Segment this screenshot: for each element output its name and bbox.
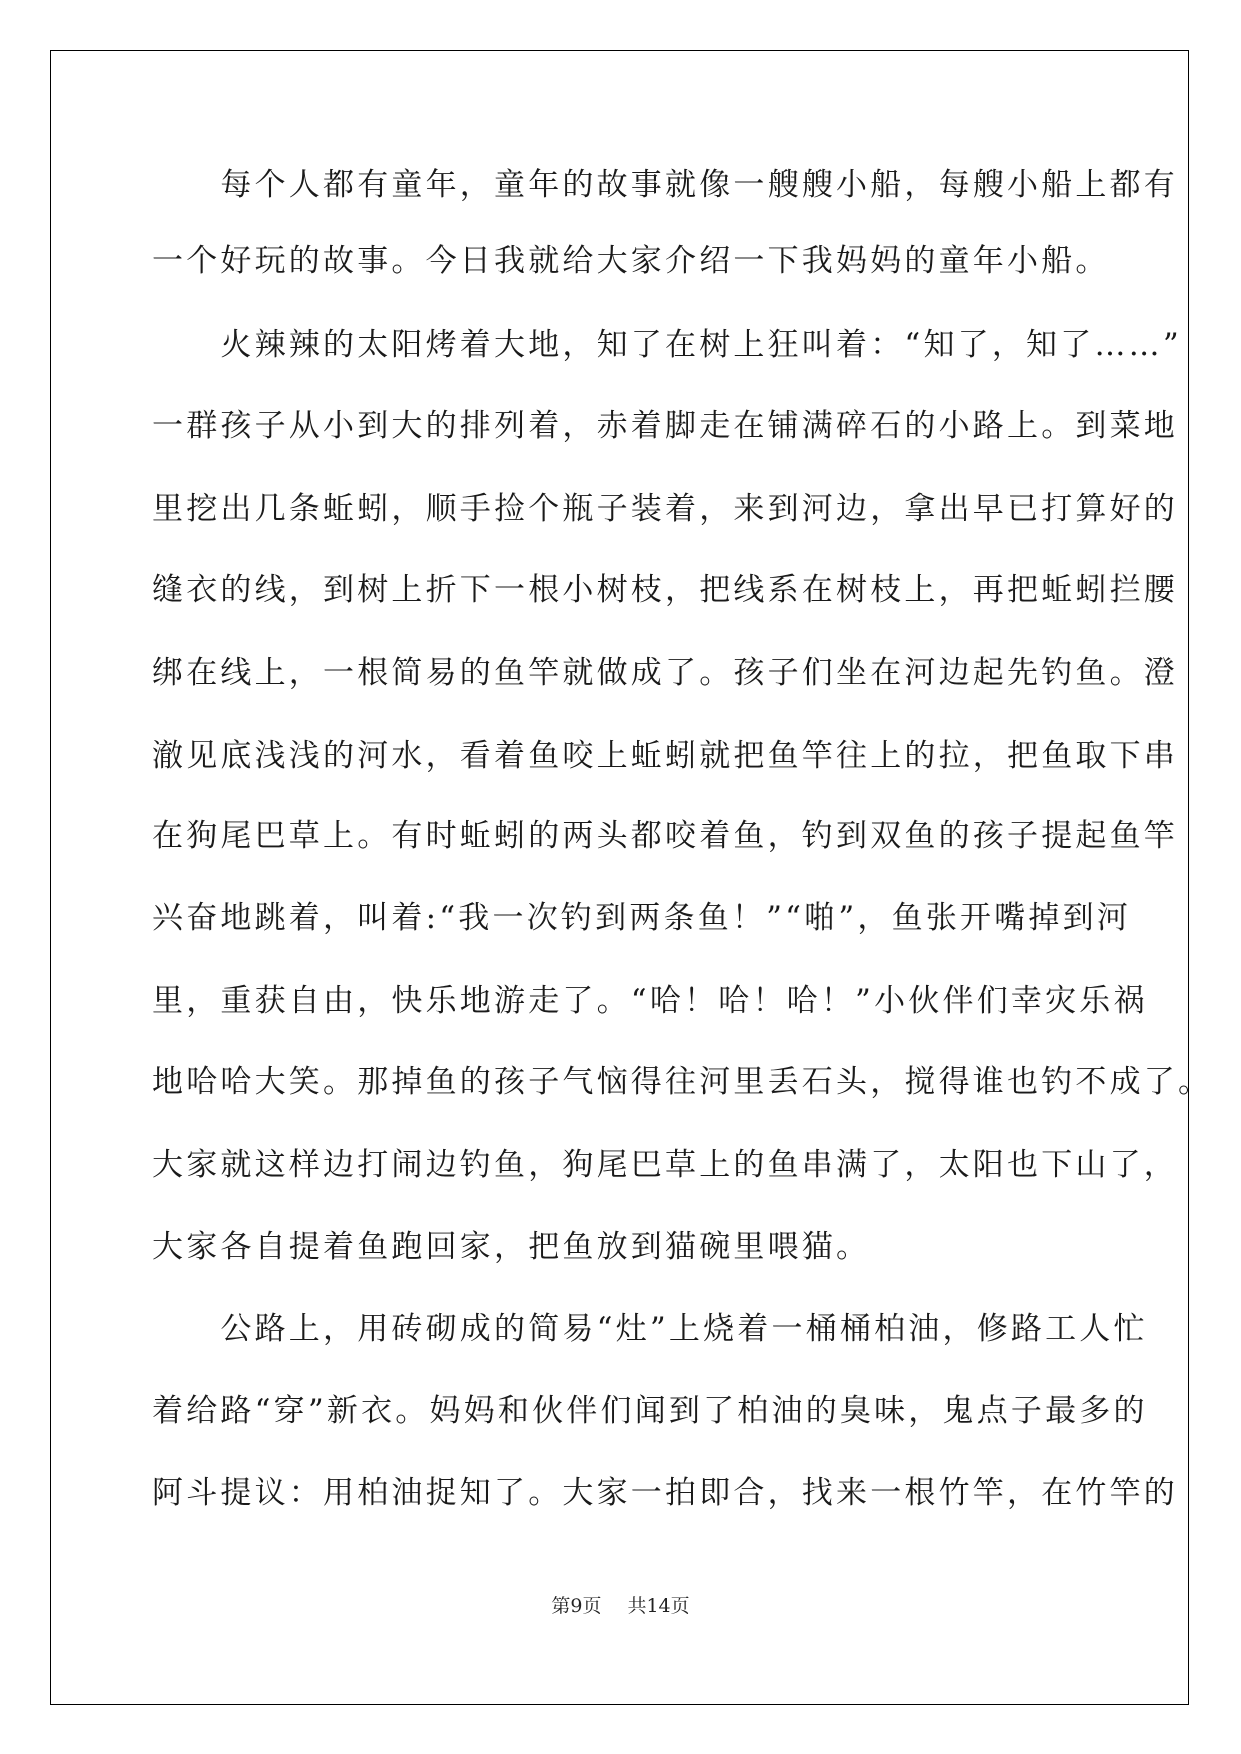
text-line: 公路上，用砖砌成的简易“灶”上烧着一桶桶柏油，修路工人忙 [152,1311,1148,1347]
text-line: 阿斗提议：用柏油捉知了。大家一拍即合，找来一根竹竿，在竹竿的 [152,1475,1178,1511]
text-line: 兴奋地跳着，叫着:“我一次钓到两条鱼！”“啪”，鱼张开嘴掉到河 [152,900,1132,936]
page-footer [0,1594,1241,1618]
page-number: 第9页 [551,1595,602,1617]
text-line: 大家就这样边打闹边钓鱼，狗尾巴草上的鱼串满了，太阳也下山了， [152,1147,1178,1183]
text-line: 在狗尾巴草上。有时蚯蚓的两头都咬着鱼，钓到双鱼的孩子提起鱼竿 [152,818,1178,854]
text-line: 火辣辣的太阳烤着大地，知了在树上狂叫着：“知了，知了……” [152,327,1182,363]
text-line: 一群孩子从小到大的排列着，赤着脚走在铺满碎石的小路上。到菜地 [152,408,1178,444]
page-total: 共14页 [627,1595,690,1617]
text-line: 缝衣的线，到树上折下一根小树枝，把线系在树枝上，再把蚯蚓拦腰 [152,572,1178,608]
text-line: 每个人都有童年，童年的故事就像一艘艘小船，每艘小船上都有 [152,167,1178,203]
page-border [50,50,1189,1705]
text-line: 地哈哈大笑。那掉鱼的孩子气恼得往河里丢石头，搅得谁也钓不成了。 [152,1064,1213,1100]
text-line: 大家各自提着鱼跑回家，把鱼放到猫碗里喂猫。 [152,1229,871,1265]
text-line: 里挖出几条蚯蚓，顺手捡个瓶子装着，来到河边，拿出早已打算好的 [152,491,1178,527]
text-line: 着给路“穿”新衣。妈妈和伙伴们闻到了柏油的臭味，鬼点子最多的 [152,1393,1148,1429]
text-line: 澈见底浅浅的河水，看着鱼咬上蚯蚓就把鱼竿往上的拉，把鱼取下串 [152,738,1178,774]
text-line: 绑在线上，一根简易的鱼竿就做成了。孩子们坐在河边起先钓鱼。澄 [152,655,1178,691]
text-line: 一个好玩的故事。今日我就给大家介绍一下我妈妈的童年小船。 [152,243,1110,279]
text-line: 里，重获自由，快乐地游走了。“哈！哈！哈！”小伙伴们幸灾乐祸 [152,983,1148,1019]
